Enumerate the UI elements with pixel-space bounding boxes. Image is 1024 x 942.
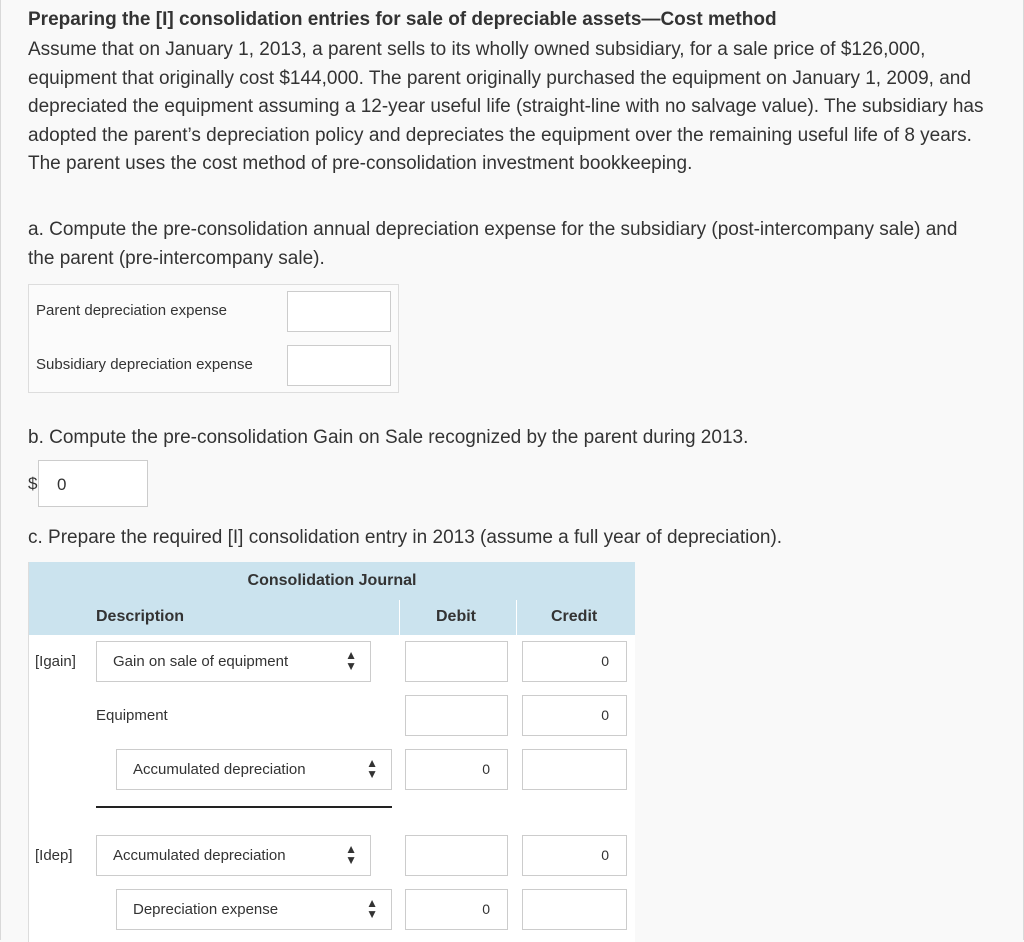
currency-symbol: $ [28,474,38,493]
credit-input[interactable] [522,749,627,790]
parent-depreciation-label: Parent depreciation expense [36,302,227,319]
selected-account: Depreciation expense [133,901,279,918]
credit-input[interactable] [522,641,627,682]
credit-value: 0 [601,653,609,669]
subsidiary-depreciation-label: Subsidiary depreciation expense [36,356,253,373]
parent-depreciation-input[interactable] [287,291,391,332]
part-a-answer-box [28,284,399,393]
up-down-chevron-icon: ▲ ▼ [345,648,357,673]
credit-input[interactable] [522,695,627,736]
up-down-chevron-icon: ▲ ▼ [366,896,378,921]
consolidation-journal [28,562,635,942]
credit-value: 0 [601,847,609,863]
column-divider [516,600,517,635]
debit-input[interactable] [405,695,508,736]
credit-input[interactable] [522,889,627,930]
part-b-question-wrap [28,424,748,453]
journal-title: Consolidation Journal [247,572,417,589]
debit-input[interactable] [405,889,508,930]
column-header-description: Description [96,608,185,625]
entry-separator [96,806,392,808]
gain-on-sale-value: 0 [57,475,67,494]
entry-tag-idep: [Idep] [35,847,73,864]
account-select-depreciation-expense[interactable] [116,889,392,930]
journal-header [29,562,635,635]
part-c-question-wrap [28,524,782,553]
column-divider [399,600,400,635]
problem-statement [28,8,998,179]
problem-title: Preparing the [I] consolidation entries for sale of depreciable assets—Cost method [28,9,777,30]
account-equipment: Equipment [96,707,168,724]
gain-on-sale-input[interactable] [38,460,148,507]
debit-input[interactable] [405,835,508,876]
entry-tag-igain: [Igain] [35,653,76,670]
debit-input[interactable] [405,749,508,790]
subsidiary-depreciation-input[interactable] [287,345,391,386]
column-header-credit: Credit [551,608,598,625]
account-select-accumulated-depreciation[interactable] [96,835,371,876]
part-a-question-wrap [28,216,988,273]
credit-input[interactable] [522,835,627,876]
debit-input[interactable] [405,641,508,682]
debit-value: 0 [482,901,490,917]
credit-value: 0 [601,707,609,723]
debit-value: 0 [482,761,490,777]
account-select-accumulated-depreciation[interactable] [116,749,392,790]
problem-text: Assume that on January 1, 2013, a parent sells to its wholly owned subsidiary, for a sale price of $126,000, equipment that originally cost $144,000. The parent originally purchased the equipment on January 1, 2009, and depreciated the equipment assuming a 12-year useful life (straight-line with no salvage value). The subsidiary has adopted the parent’s depreciation policy and depreciates the equipment over the remaining useful life of 8 years. The parent uses the cost method of pre-consolidation investment bookkeeping. [28,39,984,174]
selected-account: Accumulated depreciation [113,847,286,864]
part-b-question: b. Compute the pre-consolidation Gain on Sale recognized by the parent during 2013. [28,427,749,448]
selected-account: Accumulated depreciation [133,761,306,778]
account-select-gain-on-sale[interactable] [96,641,371,682]
up-down-chevron-icon: ▲ ▼ [345,842,357,867]
column-header-debit: Debit [436,608,476,625]
part-a-question: a. Compute the pre-consolidation annual depreciation expense for the subsidiary (post-intercompany sale) and the parent (pre-intercompany sale). [28,219,958,269]
part-c-question: c. Prepare the required [I] consolidation entry in 2013 (assume a full year of depreciation). [28,527,783,548]
up-down-chevron-icon: ▲ ▼ [366,756,378,781]
selected-account: Gain on sale of equipment [113,653,289,670]
